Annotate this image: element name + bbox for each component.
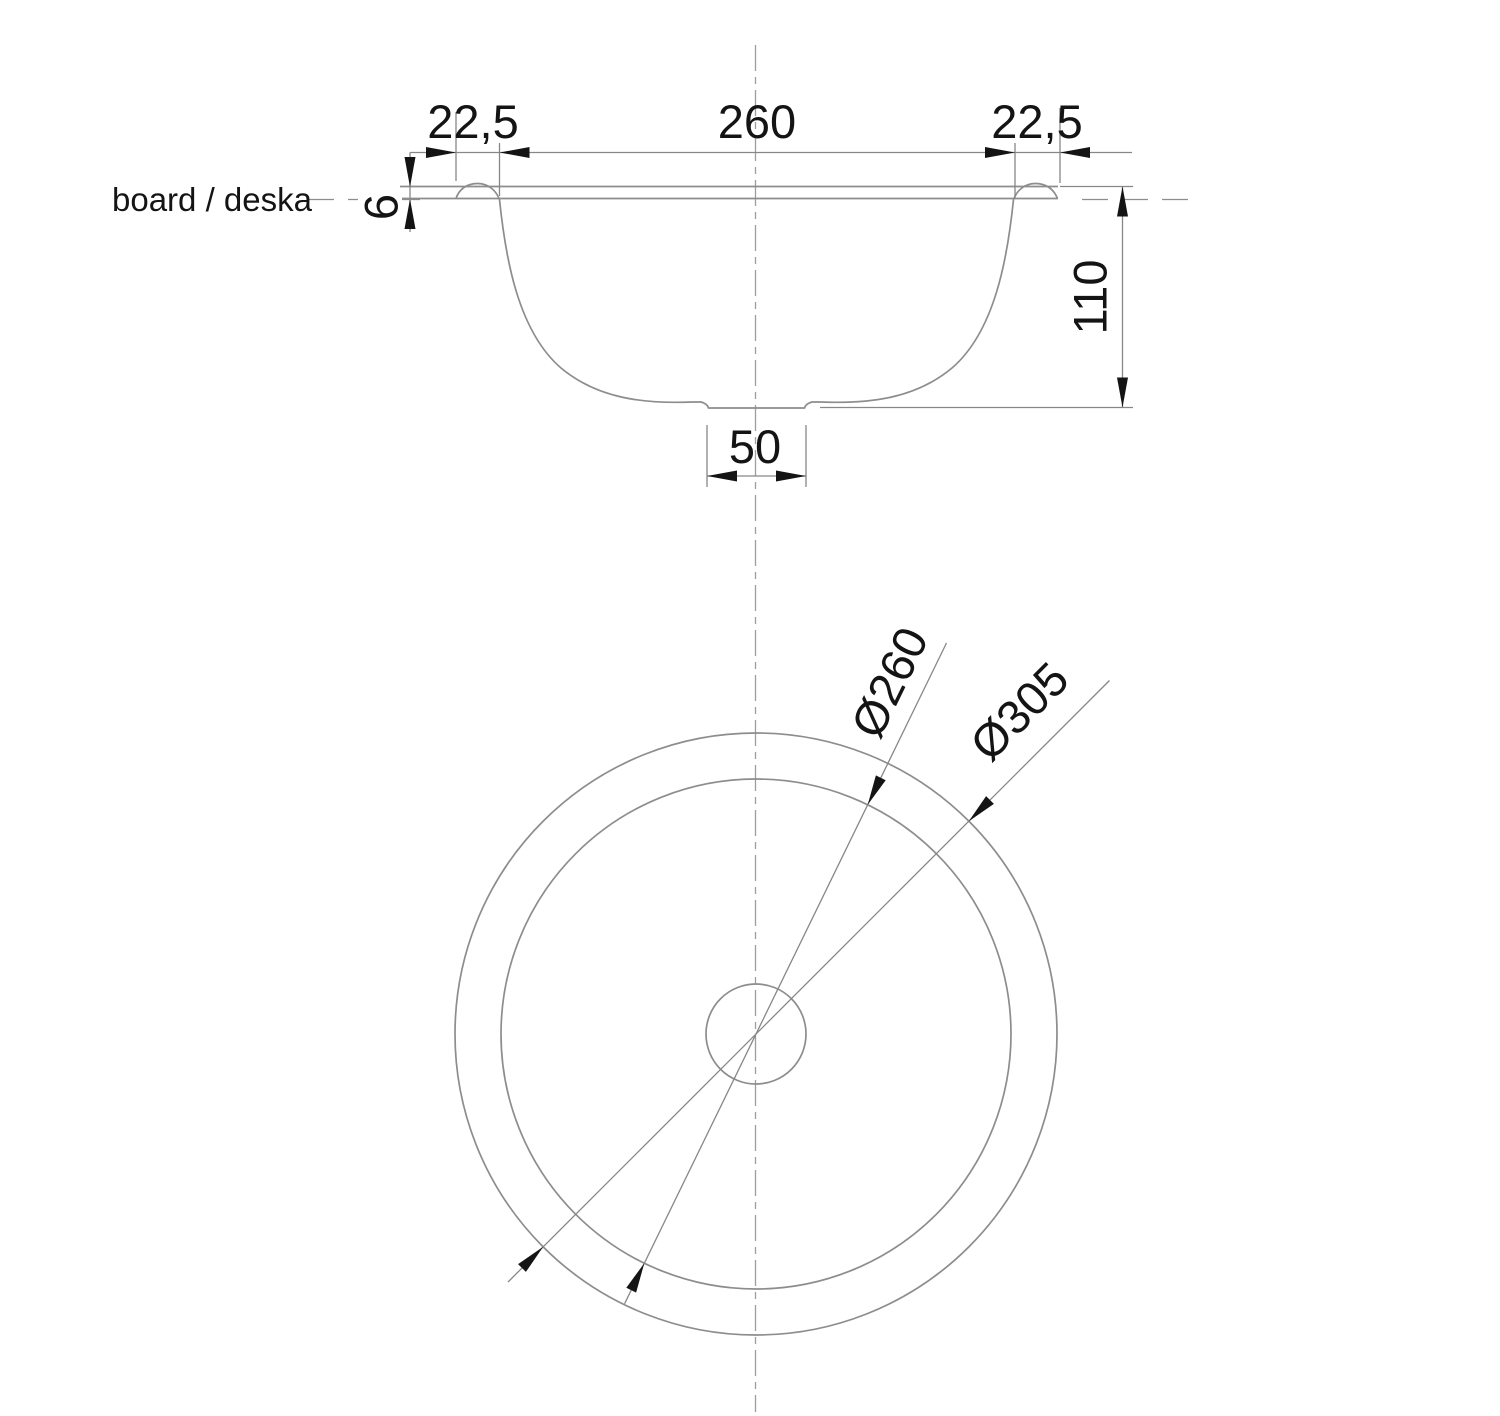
arrowhead <box>868 775 886 804</box>
dim-outer-diameter: Ø305 <box>959 651 1079 771</box>
outer-diameter-dimension <box>508 652 1110 1282</box>
dim-board-thickness: 6 <box>354 193 408 221</box>
arrowhead <box>500 147 530 158</box>
dim-rim-right: 22,5 <box>991 95 1083 148</box>
top-dimension-row <box>410 95 1132 199</box>
board-thickness-dimension <box>354 153 415 233</box>
inner-diameter-dimension <box>625 619 947 1304</box>
arrowhead <box>1117 378 1128 408</box>
outer-diameter-line <box>508 681 1110 1283</box>
arrowhead <box>426 147 456 158</box>
arrowhead <box>1117 187 1128 217</box>
dim-drain-width: 50 <box>728 420 782 473</box>
dim-bowl-width: 260 <box>717 95 797 148</box>
inner-diameter-line <box>625 643 947 1304</box>
board-label: board / deska <box>112 181 312 218</box>
arrowhead <box>1060 147 1090 158</box>
drain-width-dimension <box>707 420 806 487</box>
dim-rim-left: 22,5 <box>427 95 519 148</box>
depth-dimension <box>820 187 1188 408</box>
bowl-section-profile <box>456 184 1058 409</box>
arrowhead <box>985 147 1015 158</box>
arrowhead <box>626 1263 644 1292</box>
arrowhead <box>405 157 416 187</box>
dim-depth: 110 <box>1063 259 1117 335</box>
section-view <box>112 95 1188 487</box>
plan-view <box>455 619 1110 1335</box>
dim-inner-diameter: Ø260 <box>840 618 939 746</box>
